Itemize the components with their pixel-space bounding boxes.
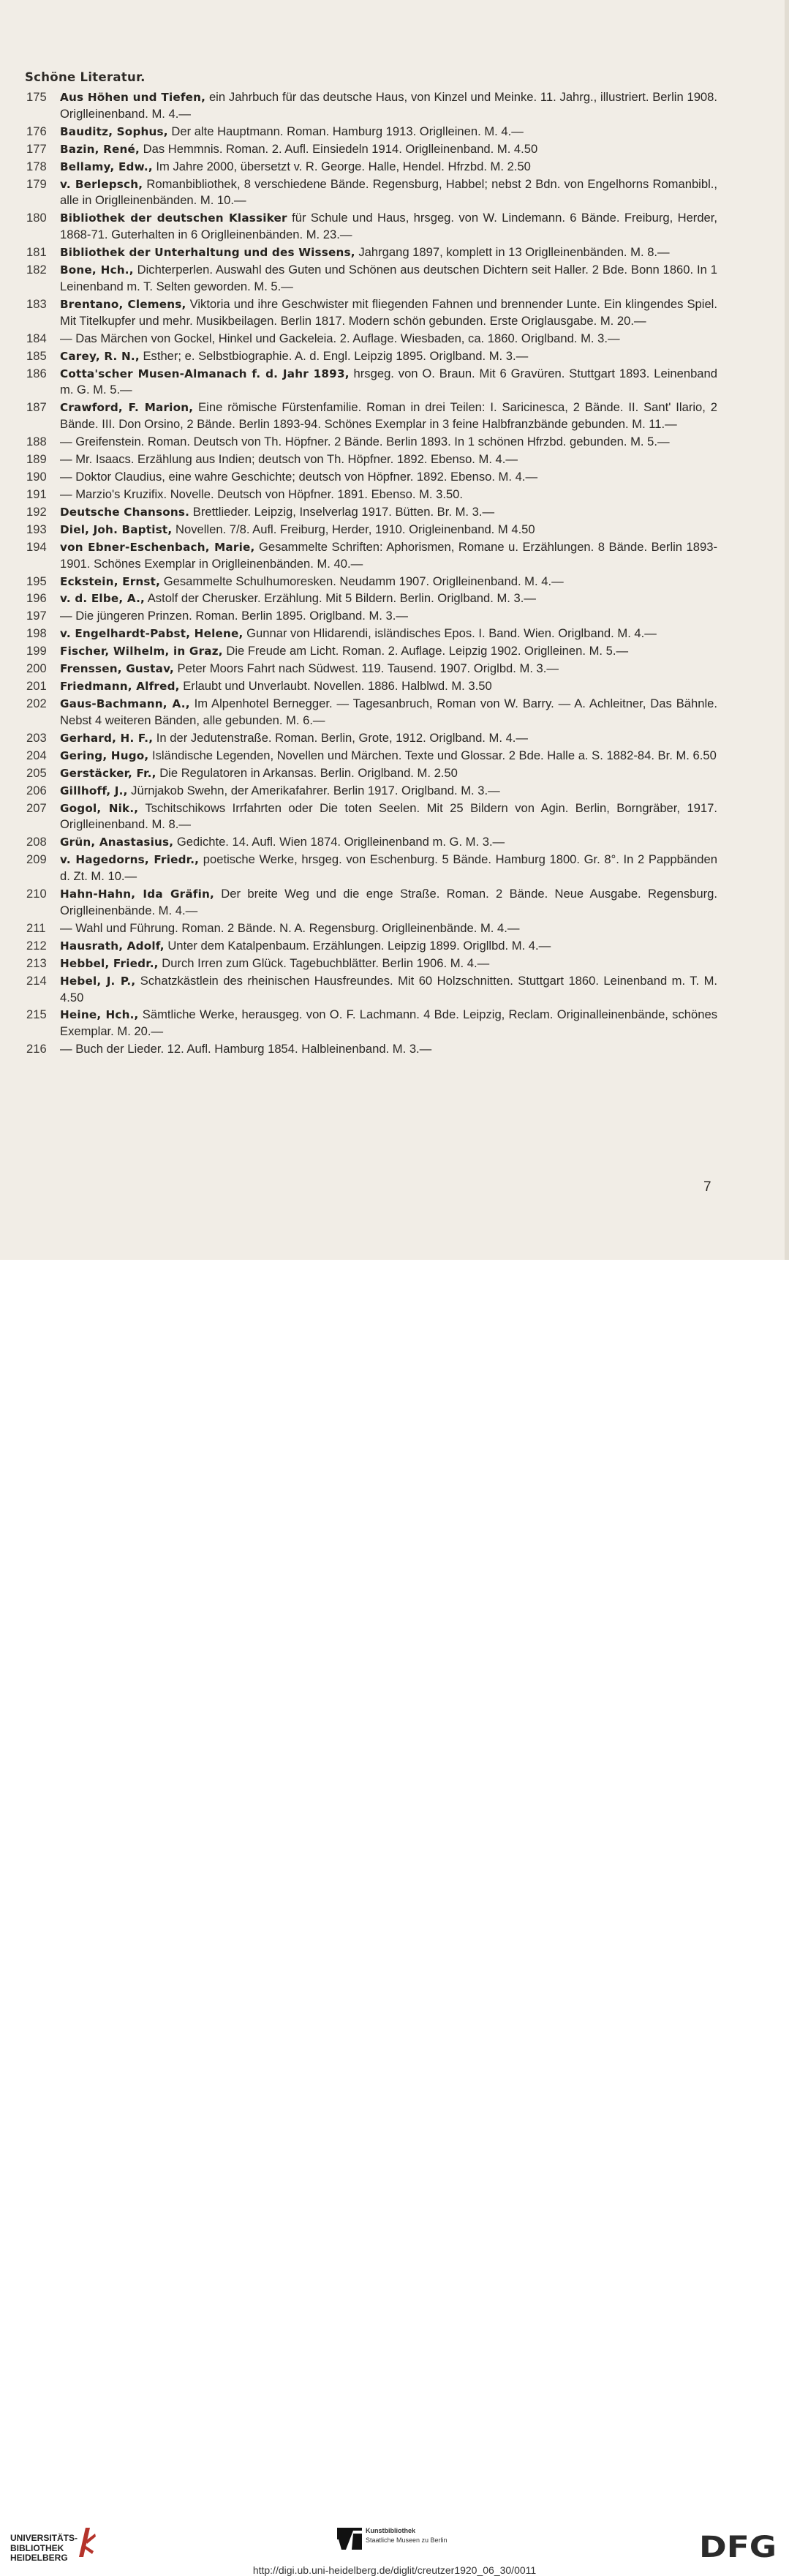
catalog-entry xyxy=(0,574,789,590)
entry-number: 184 xyxy=(26,331,47,345)
entry-description: Dichterperlen. Auswahl des Guten und Schönen aus deutschen Dichtern seit Haller. 2 Bde. Bonn 1860. In 1 Leinenband m. T. Selten geworden. M. 5.— xyxy=(60,263,717,293)
entry-author: Bauditz, Sophus, xyxy=(60,124,168,138)
entry-author: Gillhoff, J., xyxy=(60,784,128,797)
kunstbibliothek-name xyxy=(366,2526,448,2545)
entry-description: hrsgeg. von O. Braun. Mit 6 Gravüren. Stuttgart 1893. Leinenband m. G. M. 5.— xyxy=(60,366,717,397)
entry-description: Die Regulatoren in Arkansas. Berlin. Origlband. M. 2.50 xyxy=(156,765,458,780)
entry-description: Jahrgang 1897, komplett in 13 Origlleinenbänden. M. 8.— xyxy=(355,245,670,260)
entry-author: Gerstäcker, Fr., xyxy=(60,766,156,780)
entry-description: Im Jahre 2000, übersetzt v. R. George. Halle, Hendel. Hfrzbd. M. 2.50 xyxy=(152,159,531,173)
catalog-entry xyxy=(0,522,789,538)
entry-description: — Doktor Claudius, eine wahre Geschichte; deutsch von Höpfner. 1892. Ebenso. M. 4.— xyxy=(60,469,538,484)
entry-author: Crawford, F. Marion, xyxy=(60,401,194,415)
entry-author: Gerhard, H. F., xyxy=(60,731,154,745)
page-number: 7 xyxy=(703,1179,711,1195)
entry-description: — Mr. Isaacs. Erzählung aus Indien; deutsch von Th. Höpfner. 1892. Ebenso. M. 4.— xyxy=(60,452,518,467)
university-library-logo-icon xyxy=(76,2525,98,2558)
kunstbibliothek-logo-icon xyxy=(337,2528,362,2550)
entry-description: Astolf der Cherusker. Erzählung. Mit 5 Bildern. Berlin. Origlband. M. 3.— xyxy=(145,591,536,606)
entry-number: 191 xyxy=(26,487,47,501)
entry-author: von Ebner-Eschenbach, Marie, xyxy=(60,540,255,554)
entry-author: Gaus-Bachmann, A., xyxy=(60,697,190,711)
entry-author: Bazin, René, xyxy=(60,142,140,156)
entry-number: 195 xyxy=(26,574,47,588)
entry-description: Peter Moors Fahrt nach Südwest. 119. Tausend. 1907. Origlbd. M. 3.— xyxy=(173,661,559,676)
entry-number: 198 xyxy=(26,626,47,641)
entry-description: Erlaubt und Unverlaubt. Novellen. 1886. Halblwd. M. 3.50 xyxy=(179,679,492,694)
entry-description: für Schule und Haus, hrsgeg. von W. Lindemann. 6 Bände. Freiburg, Herder, 1868-71. Guterhalten in 6 Origlleinenbänden. M. 23.— xyxy=(60,211,717,242)
catalog-entry xyxy=(0,539,789,573)
entry-number: 207 xyxy=(26,800,47,815)
entry-number: 175 xyxy=(26,90,47,104)
entry-description: — Wahl und Führung. Roman. 2 Bände. N. A. Regensburg. Origlleinenbände. M. 4.— xyxy=(60,920,520,935)
entry-number: 183 xyxy=(26,296,47,311)
catalog-entry xyxy=(0,296,789,330)
entry-description: Viktoria und ihre Geschwister mit fliegenden Fahnen und brennender Lunte. Ein klingendes Spiel. Mit Titelkupfer und mehr. Musikbeilagen. Berlin 1817. Modern schön gebunden. Erste Origlausgabe. M. 20.— xyxy=(60,296,717,328)
entry-author: v. Hagedorns, Friedr., xyxy=(60,853,200,867)
entry-author: Eckstein, Ernst, xyxy=(60,574,161,588)
catalog-entry xyxy=(0,331,789,348)
entry-description: Novellen. 7/8. Aufl. Freiburg, Herder, 1910. Origleinenband. M 4.50 xyxy=(172,522,535,536)
kb-line-1: Kunstbibliothek xyxy=(366,2527,415,2534)
entry-description: In der Jedutenstraße. Roman. Berlin, Grote, 1912. Origlband. M. 4.— xyxy=(153,730,528,745)
entry-author: Grün, Anastasius, xyxy=(60,835,174,849)
entry-description: Sämtliche Werke, herausgeg. von O. F. Lachmann. 4 Bde. Leipzig, Reclam. Originalleinenbände, schönes Exemplar. M. 20.— xyxy=(60,1007,717,1039)
entry-number: 176 xyxy=(26,124,47,138)
entry-author: Heine, Hch., xyxy=(60,1008,139,1022)
catalog-entry xyxy=(0,399,789,433)
catalog-entry xyxy=(0,852,789,885)
kb-line-2: Staatliche Museen zu Berlin xyxy=(366,2536,448,2544)
entry-number: 205 xyxy=(26,765,47,780)
entry-number: 215 xyxy=(26,1007,47,1022)
entry-number: 177 xyxy=(26,141,47,156)
entry-author: Bibliothek der Unterhaltung und des Wissens, xyxy=(60,246,355,260)
entry-description: Das Hemmnis. Roman. 2. Aufl. Einsiedeln 1914. Origlleinenband. M. 4.50 xyxy=(140,141,538,156)
entry-description: Brettlieder. Leipzig, Inselverlag 1917. Bütten. Br. M. 3.— xyxy=(189,504,495,519)
catalog-entry xyxy=(0,262,789,296)
entry-number: 199 xyxy=(26,644,47,658)
catalog-entry xyxy=(0,89,789,123)
entry-number: 210 xyxy=(26,887,47,901)
catalog-entry xyxy=(0,210,789,244)
entry-number: 189 xyxy=(26,452,47,467)
catalog-entry xyxy=(0,504,789,521)
university-library-name xyxy=(10,2534,78,2564)
entry-author: Bellamy, Edw., xyxy=(60,159,153,173)
entry-author: Bone, Hch., xyxy=(60,263,134,277)
entry-number: 179 xyxy=(26,176,47,191)
entry-description: — Buch der Lieder. 12. Aufl. Hamburg 1854. Halbleinenband. M. 3.— xyxy=(60,1042,432,1056)
entry-description: Jürnjakob Swehn, der Amerikafahrer. Berlin 1917. Origlband. M. 3.— xyxy=(127,783,500,797)
entry-number: 203 xyxy=(26,730,47,745)
catalog-entry xyxy=(0,730,789,747)
entry-number: 182 xyxy=(26,263,47,277)
catalog-entry xyxy=(0,159,789,176)
catalog-entry xyxy=(0,366,789,399)
catalog-entry xyxy=(0,783,789,800)
entry-description: Durch Irren zum Glück. Tagebuchblätter. Berlin 1906. M. 4.— xyxy=(158,955,490,970)
catalog-entry xyxy=(0,608,789,625)
catalog-entry xyxy=(0,348,789,365)
entry-number: 193 xyxy=(26,522,47,536)
catalog-entry xyxy=(0,661,789,677)
catalog-entry xyxy=(0,938,789,955)
entry-number: 211 xyxy=(26,920,46,935)
entry-author: Deutsche Chansons. xyxy=(60,505,190,519)
entry-number: 204 xyxy=(26,748,47,762)
catalog-entry xyxy=(0,244,789,261)
entry-description: Der breite Weg und die enge Straße. Roman. 2 Bände. Neue Ausgabe. Regensburg. Origlleinenbände. M. 4.— xyxy=(60,887,717,917)
entry-description: Im Alpenhotel Bernegger. — Tagesanbruch, Roman von W. Barry. — A. Achleitner, Das Bähnle. Nebst 4 weiteren Bänden, alle gebunden. M. 6.— xyxy=(60,696,717,727)
entry-number: 216 xyxy=(26,1042,47,1056)
catalog-entry xyxy=(0,141,789,158)
entry-number: 187 xyxy=(26,400,47,415)
entry-number: 212 xyxy=(26,938,47,953)
catalog-entry xyxy=(0,1041,789,1058)
entry-description: Isländische Legenden, Novellen und Märchen. Texte und Glossar. 2 Bde. Halle a. S. 1882-84. Br. M. 6.50 xyxy=(148,748,717,762)
entry-description: — Marzio's Kruzifix. Novelle. Deutsch von Höpfner. 1891. Ebenso. M. 3.50. xyxy=(60,487,464,501)
uni-line-2: BIBLIOTHEK xyxy=(10,2542,64,2553)
entry-description: Der alte Hauptmann. Roman. Hamburg 1913. Origlleinen. M. 4.— xyxy=(167,124,524,138)
entry-description: Gedichte. 14. Aufl. Wien 1874. Origlleinenband m. G. M. 3.— xyxy=(173,835,505,849)
entry-description: Unter dem Katalpenbaum. Erzählungen. Leipzig 1899. Origllbd. M. 4.— xyxy=(164,938,551,953)
catalog-entry xyxy=(0,434,789,451)
entry-number: 181 xyxy=(26,245,47,260)
entry-author: v. Engelhardt-Pabst, Helene, xyxy=(60,627,244,641)
entry-number: 214 xyxy=(26,973,47,988)
dfg-logo-icon xyxy=(699,2532,778,2560)
entry-number: 206 xyxy=(26,783,47,797)
entry-number: 180 xyxy=(26,211,47,225)
catalog-entry xyxy=(0,451,789,468)
entry-number: 192 xyxy=(26,504,47,519)
entry-author: Brentano, Clemens, xyxy=(60,297,186,311)
entry-description: — Das Märchen von Gockel, Hinkel und Gackeleia. 2. Auflage. Wiesbaden, ca. 1860. Origlband. M. 3.— xyxy=(60,331,620,345)
entry-description: Die Freude am Licht. Roman. 2. Auflage. Leipzig 1902. Origlleinen. M. 5.— xyxy=(222,644,629,658)
catalog-entry xyxy=(0,176,789,210)
entry-author: Gogol, Nik., xyxy=(60,801,139,815)
catalog-entry xyxy=(0,643,789,660)
entry-author: v. d. Elbe, A., xyxy=(60,592,146,606)
entry-description: Gesammelte Schulhumoresken. Neudamm 1907. Origlleinenband. M. 4.— xyxy=(160,574,564,588)
entry-description: Gunnar von Hlidarendi, isländisches Epos. I. Band. Wien. Origlband. M. 4.— xyxy=(243,626,657,641)
entry-author: Carey, R. N., xyxy=(60,349,140,363)
entry-description: ein Jahrbuch für das deutsche Haus, von Kinzel und Meinke. 11. Jahrg., illustriert. Berlin 1908. Origlleinenband. M. 4.— xyxy=(60,90,717,121)
entry-number: 186 xyxy=(26,366,47,380)
entry-description: Romanbibliothek, 8 verschiedene Bände. Regensburg, Habbel; nebst 2 Bdn. von Engelhorns Romanbibl., alle in Origlleinenbänden. M. 10.— xyxy=(60,176,717,208)
catalog-entry xyxy=(0,748,789,765)
catalog-entry xyxy=(0,696,789,729)
entry-number: 201 xyxy=(26,679,47,694)
entry-number: 200 xyxy=(26,661,47,676)
entry-number: 196 xyxy=(26,591,47,606)
catalog-entry xyxy=(0,800,789,834)
entry-author: v. Berlepsch, xyxy=(60,177,143,191)
entry-description: Schatzkästlein des rheinischen Hausfreundes. Mit 60 Holzschnitten. Stuttgart 1860. Leinenband m. T. M. 4.50 xyxy=(60,973,717,1005)
catalog-entry xyxy=(0,973,789,1007)
catalog-entry xyxy=(0,626,789,642)
catalog-entries xyxy=(0,89,789,1059)
entry-author: Gering, Hugo, xyxy=(60,748,149,762)
entry-author: Frenssen, Gustav, xyxy=(60,662,174,676)
catalog-entry xyxy=(0,590,789,607)
entry-author: Hebbel, Friedr., xyxy=(60,956,159,970)
uni-line-1: UNIVERSITÄTS- xyxy=(10,2533,78,2543)
entry-number: 190 xyxy=(26,469,47,484)
entry-author: Fischer, Wilhelm, in Graz, xyxy=(60,645,223,658)
entry-number: 194 xyxy=(26,539,47,554)
catalog-entry xyxy=(0,920,789,937)
catalog-entry xyxy=(0,469,789,486)
scanned-page xyxy=(0,0,789,1260)
catalog-entry xyxy=(0,955,789,972)
entry-author: Aus Höhen und Tiefen, xyxy=(60,91,206,104)
entry-description: Eine römische Fürstenfamilie. Roman in drei Teilen: I. Saricinesca, 2 Bände. II. Sant' Ilario, 2 Bände. III. Don Orsino, 2 Bände. Berlin 1893-94. Schönes Exemplar in 3 feine Halbfranzbände gebunden. M. 11.— xyxy=(60,400,717,432)
entry-description: Gesammelte Schriften: Aphorismen, Romane u. Erzählungen. 8 Bände. Berlin 1893-1901. Schönes Exemplar in Origlleinenbänden. M. 40.— xyxy=(60,539,717,571)
catalog-entry xyxy=(0,886,789,920)
catalog-entry xyxy=(0,678,789,695)
entry-description: Esther; e. Selbstbiographie. A. d. Engl. Leipzig 1895. Origlband. M. 3.— xyxy=(139,348,529,363)
entry-number: 213 xyxy=(26,955,47,970)
entry-author: Hausrath, Adolf, xyxy=(60,939,165,953)
entry-number: 197 xyxy=(26,609,47,623)
permalink-url[interactable]: http://digi.ub.uni-heidelberg.de/diglit/creutzer1920_06_30/0011 xyxy=(252,2564,537,2576)
catalog-entry xyxy=(0,1007,789,1040)
catalog-entry xyxy=(0,765,789,782)
entry-description: poetische Werke, hrsgeg. von Eschenburg. 5 Bände. Hamburg 1800. Gr. 8°. In 2 Pappbänden d. Zt. M. 10.— xyxy=(60,852,717,884)
entry-number: 208 xyxy=(26,835,47,849)
entry-number: 178 xyxy=(26,159,47,173)
entry-number: 185 xyxy=(26,348,47,363)
catalog-entry xyxy=(0,487,789,503)
catalog-entry xyxy=(0,834,789,851)
section-heading: Schöne Literatur. xyxy=(25,70,146,84)
entry-description: — Die jüngeren Prinzen. Roman. Berlin 1895. Origlband. M. 3.— xyxy=(60,609,408,623)
viewer-footer xyxy=(0,1260,789,2576)
uni-line-3: HEIDELBERG xyxy=(10,2553,68,2563)
entry-number: 188 xyxy=(26,435,47,449)
entry-author: Hebel, J. P., xyxy=(60,974,136,988)
entry-description: — Greifenstein. Roman. Deutsch von Th. Höpfner. 2 Bände. Berlin 1893. In 1 schönen Hfrzbd. gebunden. M. 5.— xyxy=(60,435,670,449)
entry-author: Diel, Joh. Baptist, xyxy=(60,522,173,536)
entry-author: Bibliothek der deutschen Klassiker xyxy=(60,211,287,225)
catalog-entry xyxy=(0,124,789,140)
entry-number: 202 xyxy=(26,696,47,711)
entry-number: 209 xyxy=(26,852,47,867)
entry-author: Cotta'scher Musen-Almanach f. d. Jahr 1893, xyxy=(60,367,350,380)
entry-description: Tschitschikows Irrfahrten oder Die toten Seelen. Mit 25 Bildern von Agin. Berlin, Borngräber, 1917. Origlleinenband. M. 8.— xyxy=(60,800,717,832)
entry-author: Friedmann, Alfred, xyxy=(60,680,180,694)
entry-author: Hahn-Hahn, Ida Gräfin, xyxy=(60,887,214,901)
dfg-text: DFG xyxy=(699,2532,777,2560)
